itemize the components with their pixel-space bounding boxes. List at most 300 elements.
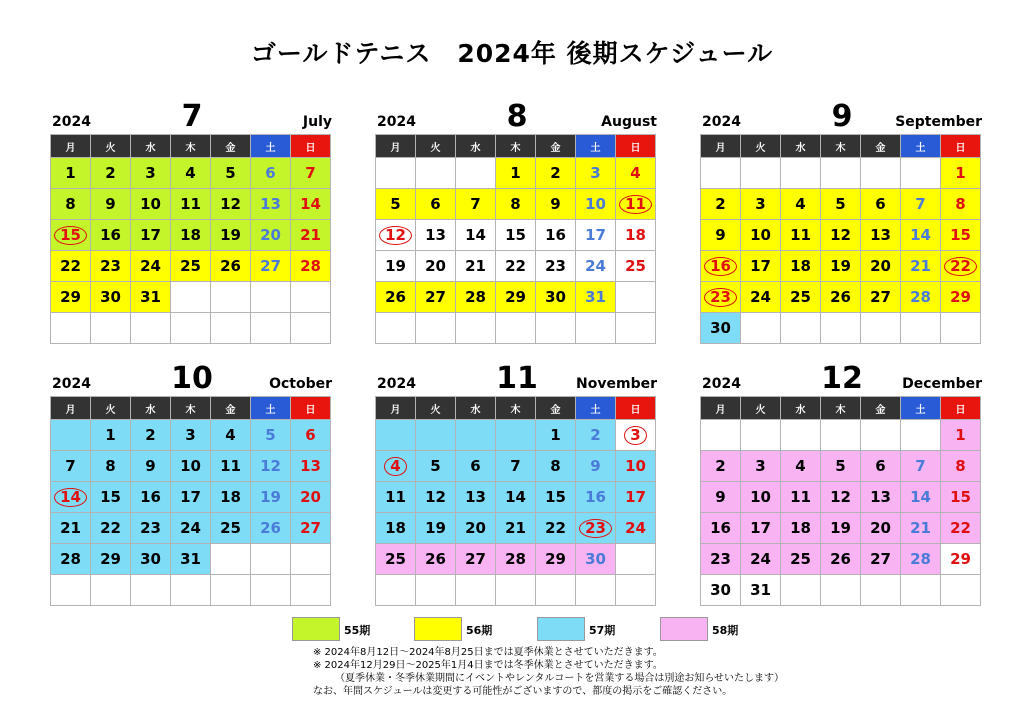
day-cell: [211, 420, 251, 451]
day-cell: [416, 482, 456, 513]
calendar-grid: [375, 134, 656, 344]
day-cell: [616, 482, 656, 513]
date-number: 27: [870, 550, 891, 568]
legend-label-55: 55期: [344, 624, 371, 637]
day-cell: [496, 451, 536, 482]
date-number: 2: [105, 164, 116, 182]
date-number: 19: [425, 519, 446, 537]
day-cell: [901, 482, 941, 513]
empty-cell: [456, 158, 496, 189]
date-number: 5: [430, 457, 441, 475]
date-number: 6: [265, 164, 276, 182]
date-number: 10: [140, 195, 161, 213]
holiday-date: 22: [944, 257, 977, 276]
empty-cell: [131, 313, 171, 344]
calendar-grid: [700, 396, 981, 606]
month-year: 2024: [52, 376, 91, 392]
empty-cell: [211, 575, 251, 606]
date-number: 11: [790, 226, 811, 244]
week-row: [376, 282, 656, 313]
day-cell: [576, 282, 616, 313]
week-row: [51, 189, 331, 220]
weekday-row: [376, 397, 656, 420]
day-cell: [941, 544, 981, 575]
day-cell: [701, 575, 741, 606]
empty-cell: [701, 158, 741, 189]
day-cell: [291, 158, 331, 189]
day-cell: [701, 544, 741, 575]
date-number: 7: [915, 195, 926, 213]
date-number: 11: [220, 457, 241, 475]
week-row: [376, 420, 656, 451]
empty-cell: [616, 313, 656, 344]
day-cell: [291, 189, 331, 220]
day-cell: [901, 282, 941, 313]
week-row: [376, 544, 656, 575]
empty-cell: [616, 544, 656, 575]
day-cell: [51, 220, 91, 251]
empty-cell: [376, 313, 416, 344]
day-cell: [416, 189, 456, 220]
empty-cell: [536, 313, 576, 344]
date-number: 8: [510, 195, 521, 213]
date-number: 6: [305, 426, 316, 444]
date-number: 28: [300, 257, 321, 275]
date-number: 9: [550, 195, 561, 213]
date-number: 17: [585, 226, 606, 244]
week-row: [51, 482, 331, 513]
date-number: 3: [145, 164, 156, 182]
date-number: 4: [795, 457, 806, 475]
date-number: 8: [65, 195, 76, 213]
weekday-header: 日: [291, 397, 331, 420]
empty-cell: [901, 420, 941, 451]
week-row: [51, 451, 331, 482]
day-cell: [376, 482, 416, 513]
date-number: 25: [625, 257, 646, 275]
weekday-header: 金: [861, 397, 901, 420]
date-number: 13: [870, 226, 891, 244]
holiday-date: 23: [704, 288, 737, 307]
date-number: 4: [185, 164, 196, 182]
date-number: 8: [105, 457, 116, 475]
date-number: 20: [870, 519, 891, 537]
day-cell: [616, 513, 656, 544]
day-cell: [456, 451, 496, 482]
day-cell: [741, 451, 781, 482]
empty-cell: [821, 420, 861, 451]
empty-cell: [861, 158, 901, 189]
day-cell: [131, 158, 171, 189]
date-number: 24: [625, 519, 646, 537]
empty-cell: [781, 158, 821, 189]
day-cell: [901, 544, 941, 575]
month-year: 2024: [702, 376, 741, 392]
date-number: 1: [955, 164, 966, 182]
day-cell: [701, 251, 741, 282]
date-number: 10: [180, 457, 201, 475]
weekday-header: 金: [861, 135, 901, 158]
date-number: 25: [385, 550, 406, 568]
month-number: 8: [506, 99, 528, 134]
week-row: [376, 220, 656, 251]
weekday-header: 土: [576, 397, 616, 420]
day-cell: [251, 451, 291, 482]
day-cell: [821, 544, 861, 575]
date-number: 27: [260, 257, 281, 275]
month-number: 11: [496, 361, 538, 396]
day-cell: [861, 282, 901, 313]
date-number: 14: [300, 195, 321, 213]
weekday-header: 水: [456, 135, 496, 158]
weekday-header: 水: [131, 135, 171, 158]
date-number: 7: [470, 195, 481, 213]
day-cell: [701, 482, 741, 513]
day-cell: [741, 220, 781, 251]
day-cell: [941, 220, 981, 251]
day-cell: [536, 451, 576, 482]
day-cell: [901, 451, 941, 482]
day-cell: [616, 420, 656, 451]
week-row: [701, 220, 981, 251]
week-row: [376, 251, 656, 282]
empty-cell: [416, 420, 456, 451]
date-number: 4: [630, 164, 641, 182]
day-cell: [781, 482, 821, 513]
calendar-grid: [50, 396, 331, 606]
date-number: 17: [140, 226, 161, 244]
calendar-grid: [50, 134, 331, 344]
date-number: 13: [300, 457, 321, 475]
date-number: 19: [385, 257, 406, 275]
day-cell: [416, 544, 456, 575]
empty-cell: [51, 313, 91, 344]
week-row: [701, 451, 981, 482]
date-number: 5: [835, 457, 846, 475]
day-cell: [91, 482, 131, 513]
empty-cell: [576, 313, 616, 344]
date-number: 17: [750, 257, 771, 275]
day-cell: [171, 544, 211, 575]
date-number: 23: [545, 257, 566, 275]
month-number: 9: [831, 99, 853, 134]
date-number: 26: [385, 288, 406, 306]
date-number: 16: [100, 226, 121, 244]
date-number: 9: [715, 226, 726, 244]
date-number: 10: [750, 488, 771, 506]
holiday-date: 15: [54, 226, 87, 245]
date-number: 7: [65, 457, 76, 475]
date-number: 2: [715, 457, 726, 475]
day-cell: [616, 251, 656, 282]
weekday-header: 木: [171, 135, 211, 158]
day-cell: [861, 189, 901, 220]
day-cell: [131, 251, 171, 282]
week-row: [51, 282, 331, 313]
weekday-header: 日: [616, 397, 656, 420]
week-row: [701, 482, 981, 513]
month-calendar-9: [700, 94, 984, 344]
date-number: 19: [220, 226, 241, 244]
empty-cell: [171, 313, 211, 344]
weekday-row: [701, 135, 981, 158]
weekday-header: 日: [941, 397, 981, 420]
week-row: [51, 513, 331, 544]
day-cell: [416, 220, 456, 251]
weekday-header: 火: [741, 397, 781, 420]
day-cell: [536, 282, 576, 313]
date-number: 19: [830, 257, 851, 275]
month-number: 7: [181, 99, 203, 134]
day-cell: [821, 220, 861, 251]
month-number: 12: [821, 361, 863, 396]
day-cell: [576, 158, 616, 189]
date-number: 23: [710, 550, 731, 568]
date-number: 2: [550, 164, 561, 182]
day-cell: [741, 251, 781, 282]
month-number: 10: [171, 361, 213, 396]
date-number: 18: [790, 519, 811, 537]
day-cell: [51, 482, 91, 513]
week-row: [701, 251, 981, 282]
empty-cell: [131, 575, 171, 606]
day-cell: [131, 220, 171, 251]
day-cell: [376, 451, 416, 482]
date-number: 27: [425, 288, 446, 306]
week-row: [701, 544, 981, 575]
week-row: [376, 189, 656, 220]
date-number: 1: [550, 426, 561, 444]
legend-swatch-58: [660, 617, 708, 641]
date-number: 28: [60, 550, 81, 568]
empty-cell: [821, 158, 861, 189]
empty-cell: [251, 282, 291, 313]
day-cell: [576, 220, 616, 251]
day-cell: [616, 220, 656, 251]
date-number: 12: [220, 195, 241, 213]
day-cell: [741, 544, 781, 575]
empty-cell: [781, 575, 821, 606]
weekday-header: 日: [941, 135, 981, 158]
holiday-date: 14: [54, 488, 87, 507]
legend-label-57: 57期: [589, 624, 616, 637]
weekday-header: 水: [456, 397, 496, 420]
legend: [292, 617, 752, 641]
month-calendar-12: [700, 356, 984, 606]
note-schedule-change: なお、年間スケジュールは変更する可能性がございますので、都度の掲示をご確認ください。: [313, 686, 733, 697]
date-number: 17: [750, 519, 771, 537]
date-number: 22: [505, 257, 526, 275]
month-header: [50, 94, 334, 134]
day-cell: [171, 451, 211, 482]
month-year: 2024: [377, 114, 416, 130]
empty-cell: [291, 313, 331, 344]
date-number: 12: [260, 457, 281, 475]
empty-cell: [861, 575, 901, 606]
date-number: 27: [300, 519, 321, 537]
month-year: 2024: [702, 114, 741, 130]
weekday-header: 火: [91, 135, 131, 158]
date-number: 16: [585, 488, 606, 506]
notes: [313, 646, 784, 698]
week-row: [701, 189, 981, 220]
holiday-date: 4: [384, 457, 406, 476]
day-cell: [536, 482, 576, 513]
day-cell: [171, 251, 211, 282]
date-number: 19: [260, 488, 281, 506]
date-number: 9: [145, 457, 156, 475]
date-number: 14: [505, 488, 526, 506]
day-cell: [941, 282, 981, 313]
weekday-header: 火: [91, 397, 131, 420]
day-cell: [51, 451, 91, 482]
empty-cell: [861, 313, 901, 344]
date-number: 31: [750, 581, 771, 599]
date-number: 24: [140, 257, 161, 275]
day-cell: [91, 158, 131, 189]
day-cell: [821, 482, 861, 513]
day-cell: [701, 282, 741, 313]
day-cell: [576, 189, 616, 220]
date-number: 29: [505, 288, 526, 306]
day-cell: [496, 158, 536, 189]
day-cell: [741, 513, 781, 544]
day-cell: [496, 282, 536, 313]
day-cell: [251, 251, 291, 282]
day-cell: [496, 251, 536, 282]
day-cell: [536, 544, 576, 575]
week-row: [376, 513, 656, 544]
month-calendar-11: [375, 356, 659, 606]
date-number: 26: [260, 519, 281, 537]
day-cell: [456, 220, 496, 251]
day-cell: [456, 282, 496, 313]
day-cell: [211, 251, 251, 282]
day-cell: [701, 451, 741, 482]
date-number: 18: [220, 488, 241, 506]
date-number: 25: [220, 519, 241, 537]
day-cell: [251, 158, 291, 189]
week-row: [51, 544, 331, 575]
date-number: 22: [60, 257, 81, 275]
day-cell: [376, 544, 416, 575]
weekday-header: 金: [211, 135, 251, 158]
week-row: [701, 282, 981, 313]
day-cell: [456, 544, 496, 575]
date-number: 31: [585, 288, 606, 306]
week-row: [376, 451, 656, 482]
date-number: 7: [305, 164, 316, 182]
day-cell: [861, 251, 901, 282]
date-number: 30: [100, 288, 121, 306]
day-cell: [171, 189, 211, 220]
date-number: 21: [910, 519, 931, 537]
empty-cell: [901, 575, 941, 606]
week-row: [51, 251, 331, 282]
day-cell: [821, 451, 861, 482]
date-number: 16: [140, 488, 161, 506]
empty-cell: [701, 420, 741, 451]
date-number: 21: [465, 257, 486, 275]
day-cell: [781, 282, 821, 313]
date-number: 26: [830, 550, 851, 568]
day-cell: [496, 189, 536, 220]
empty-cell: [496, 420, 536, 451]
weekday-header: 土: [251, 397, 291, 420]
day-cell: [861, 451, 901, 482]
day-cell: [781, 251, 821, 282]
week-row: [701, 575, 981, 606]
empty-cell: [781, 313, 821, 344]
date-number: 11: [180, 195, 201, 213]
date-number: 4: [225, 426, 236, 444]
date-number: 29: [950, 288, 971, 306]
day-cell: [131, 513, 171, 544]
empty-cell: [901, 313, 941, 344]
day-cell: [536, 220, 576, 251]
day-cell: [536, 513, 576, 544]
day-cell: [376, 282, 416, 313]
day-cell: [701, 189, 741, 220]
empty-cell: [51, 575, 91, 606]
month-header: [375, 356, 659, 396]
weekday-header: 水: [131, 397, 171, 420]
day-cell: [291, 251, 331, 282]
date-number: 10: [625, 457, 646, 475]
weekday-header: 月: [51, 135, 91, 158]
date-number: 9: [590, 457, 601, 475]
month-header: [50, 356, 334, 396]
weekday-header: 木: [821, 397, 861, 420]
day-cell: [131, 282, 171, 313]
weekday-header: 水: [781, 135, 821, 158]
day-cell: [51, 189, 91, 220]
week-row: [701, 513, 981, 544]
note-winter: ※ 2024年12月29日～2025年1月4日までは冬季休業とさせていただきます。: [313, 660, 663, 671]
date-number: 12: [830, 488, 851, 506]
holiday-date: 16: [704, 257, 737, 276]
date-number: 8: [955, 195, 966, 213]
day-cell: [211, 158, 251, 189]
day-cell: [941, 482, 981, 513]
day-cell: [616, 451, 656, 482]
day-cell: [901, 220, 941, 251]
day-cell: [91, 189, 131, 220]
empty-cell: [251, 313, 291, 344]
day-cell: [616, 158, 656, 189]
day-cell: [376, 251, 416, 282]
day-cell: [171, 513, 211, 544]
date-number: 30: [710, 319, 731, 337]
legend-swatch-55: [292, 617, 340, 641]
holiday-date: 12: [379, 226, 412, 245]
date-number: 11: [790, 488, 811, 506]
weekday-header: 金: [211, 397, 251, 420]
date-number: 26: [425, 550, 446, 568]
date-number: 30: [140, 550, 161, 568]
date-number: 21: [300, 226, 321, 244]
date-number: 18: [385, 519, 406, 537]
day-cell: [51, 158, 91, 189]
date-number: 31: [140, 288, 161, 306]
date-number: 3: [755, 457, 766, 475]
day-cell: [91, 251, 131, 282]
date-number: 15: [950, 226, 971, 244]
holiday-date: 3: [624, 426, 646, 445]
day-cell: [536, 251, 576, 282]
empty-cell: [416, 575, 456, 606]
day-cell: [576, 251, 616, 282]
